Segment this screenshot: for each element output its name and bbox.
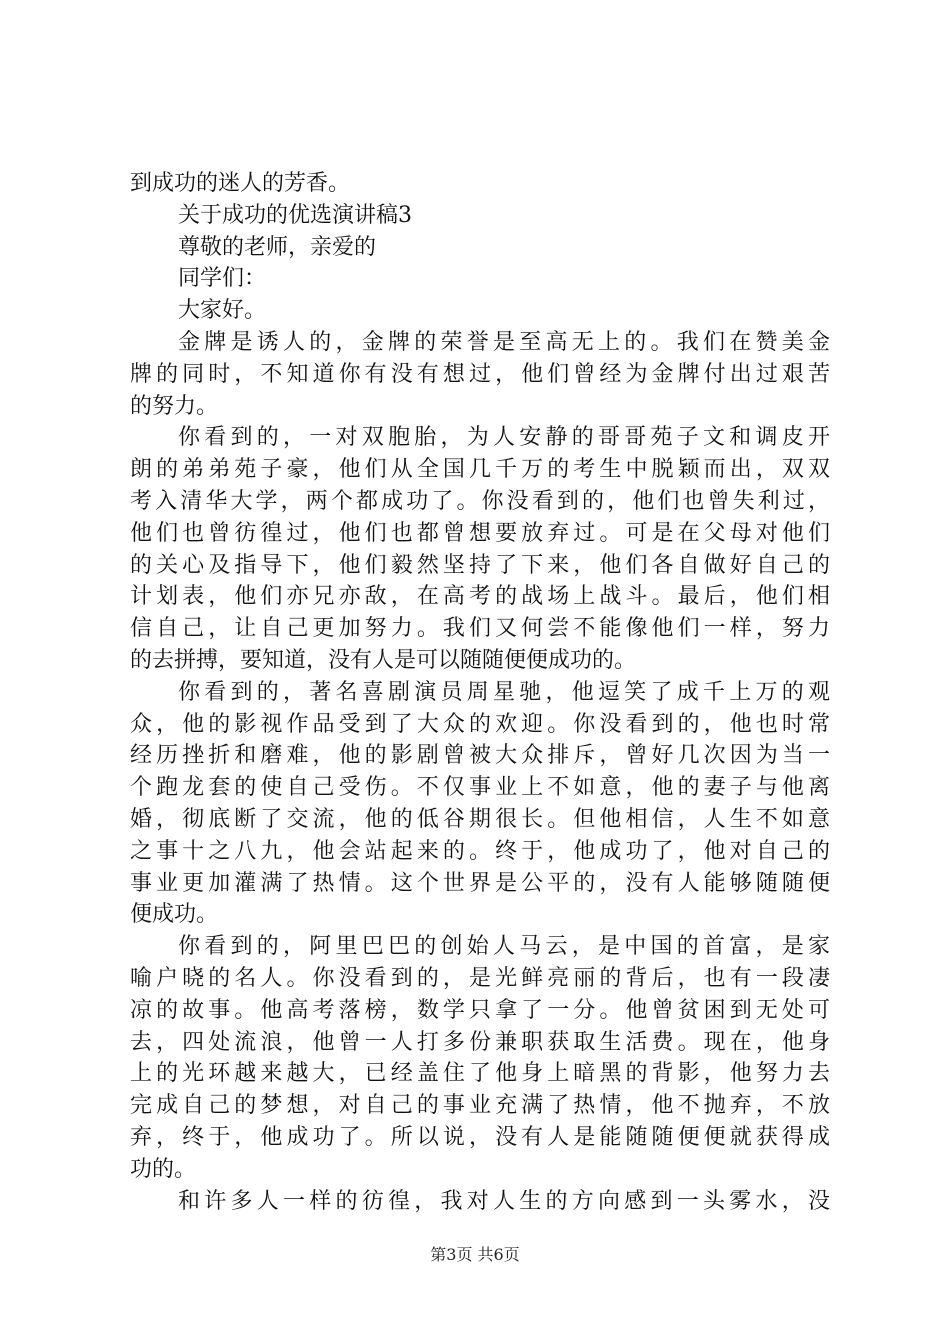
text-line: 之事十之八九，他会站起来的。终于，他成功了，他对自己的 xyxy=(130,838,830,864)
text-line: 事业更加灌满了热情。这个世界是公平的，没有人能够随随便 xyxy=(130,870,830,896)
text-line: 经历挫折和磨难，他的影剧曾被大众排斥，曾好几次因为当一 xyxy=(130,743,830,769)
text-line: 计划表，他们亦兄亦敌，在高考的战场上战斗。最后，他们相 xyxy=(130,584,830,610)
text-line: 和许多人一样的彷徨，我对人生的方向感到一头雾水，没 xyxy=(178,1188,830,1214)
text-line: 去，四处流浪，他曾一人打多份兼职获取生活费。现在，他身 xyxy=(130,1029,830,1055)
text-line: 弃，终于，他成功了。所以说，没有人是能随随便便就获得成 xyxy=(130,1124,830,1150)
text-line: 个跑龙套的使自己受伤。不仅事业上不如意，他的妻子与他离 xyxy=(130,775,830,801)
text-line: 的努力。 xyxy=(130,393,219,419)
text-line: 的关心及指导下，他们毅然坚持了下来，他们各自做好自己的 xyxy=(130,552,830,578)
text-line: 牌的同时，不知道你有没有想过，他们曾经为金牌付出过艰苦 xyxy=(130,361,830,387)
text-line: 上的光环越来越大，已经盖住了他身上暗黑的背影，他努力去 xyxy=(130,1061,830,1087)
page-footer xyxy=(0,1245,950,1265)
text-line: 朗的弟弟苑子豪，他们从全国几千万的考生中脱颖而出，双双 xyxy=(130,457,830,483)
text-line: 众，他的影视作品受到了大众的欢迎。你没看到的，他也时常 xyxy=(130,711,830,737)
text-line: 婚，彻底断了交流，他的低谷期很长。但他相信，人生不如意 xyxy=(130,806,830,832)
text-line: 喻户晓的名人。你没看到的，是光鲜亮丽的背后，也有一段凄 xyxy=(130,965,830,991)
text-line: 凉的故事。他高考落榜，数学只拿了一分。他曾贫困到无处可 xyxy=(130,997,830,1023)
text-line: 你看到的，著名喜剧演员周星驰，他逗笑了成千上万的观 xyxy=(178,679,830,705)
text-line: 同学们： xyxy=(178,266,267,292)
text-line: 功的。 xyxy=(130,1156,197,1182)
text-line: 的去拼搏，要知道，没有人是可以随随便便成功的。 xyxy=(130,647,637,673)
document-body xyxy=(130,168,830,1217)
text-line: 尊敬的老师，亲爱的 xyxy=(178,234,377,260)
text-line: 他们也曾彷徨过，他们也都曾想要放弃过。可是在父母对他们 xyxy=(130,520,830,546)
text-line: 考入清华大学，两个都成功了。你没看到的，他们也曾失利过， xyxy=(130,488,830,514)
page-number: 第3页 共6页 xyxy=(430,1245,520,1264)
text-line: 大家好。 xyxy=(178,298,267,324)
text-line: 到成功的迷人的芳香。 xyxy=(130,171,351,196)
text-line: 信自己，让自己更加努力。我们又何尝不能像他们一样，努力 xyxy=(130,616,830,642)
text-line: 关于成功的优选演讲稿3 xyxy=(178,202,412,228)
text-line: 你看到的，一对双胞胎，为人安静的哥哥苑子文和调皮开 xyxy=(178,425,830,451)
text-line: 你看到的，阿里巴巴的创始人马云，是中国的首富，是家 xyxy=(178,934,830,960)
text-line: 完成自己的梦想，对自己的事业充满了热情，他不抛弃，不放 xyxy=(130,1093,830,1119)
text-line: 金牌是诱人的，金牌的荣誉是至高无上的。我们在赞美金 xyxy=(178,329,830,355)
text-line: 便成功。 xyxy=(130,902,219,928)
